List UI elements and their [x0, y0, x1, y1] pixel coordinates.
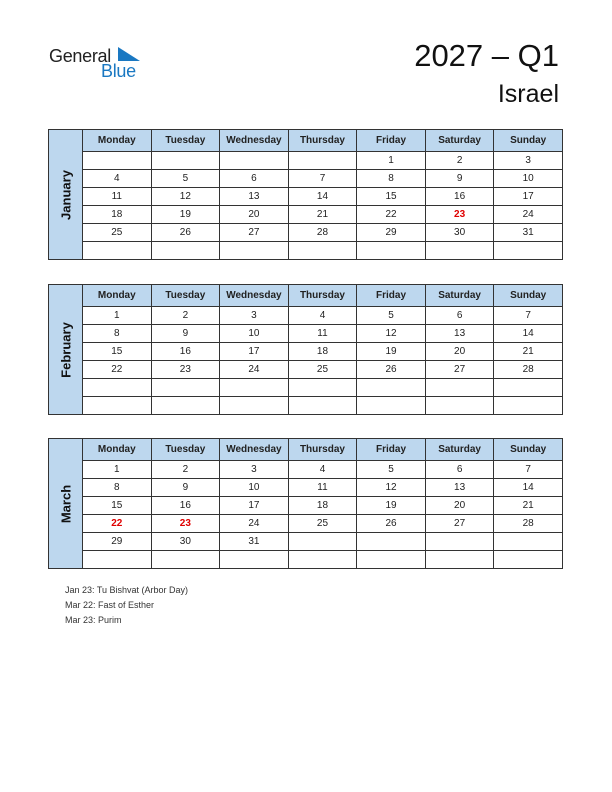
day-cell	[220, 242, 289, 260]
day-cell: 2	[151, 461, 220, 479]
day-cell	[425, 397, 494, 415]
day-cell: 15	[83, 343, 152, 361]
weekday-header: Wednesday	[220, 285, 289, 307]
day-cell: 13	[425, 479, 494, 497]
day-cell	[357, 379, 426, 397]
day-cell: 16	[425, 188, 494, 206]
day-cell	[357, 397, 426, 415]
weekday-header: Thursday	[288, 130, 357, 152]
holiday-day-cell: 23	[425, 206, 494, 224]
day-cell: 29	[83, 533, 152, 551]
day-cell: 21	[494, 497, 563, 515]
calendar-february	[48, 284, 563, 415]
week-row	[49, 188, 563, 206]
day-cell: 26	[357, 361, 426, 379]
day-cell: 20	[425, 497, 494, 515]
day-cell	[288, 242, 357, 260]
day-cell: 18	[288, 497, 357, 515]
day-cell: 19	[357, 343, 426, 361]
day-cell: 1	[357, 152, 426, 170]
day-cell	[83, 397, 152, 415]
day-cell: 14	[494, 325, 563, 343]
day-cell: 31	[494, 224, 563, 242]
week-row	[49, 361, 563, 379]
week-row	[49, 224, 563, 242]
day-cell	[288, 379, 357, 397]
day-cell: 25	[288, 361, 357, 379]
day-cell: 17	[220, 343, 289, 361]
holiday-note: Jan 23: Tu Bishvat (Arbor Day)	[65, 585, 189, 595]
day-cell	[151, 379, 220, 397]
week-row	[49, 497, 563, 515]
day-cell: 10	[494, 170, 563, 188]
day-cell: 24	[494, 206, 563, 224]
day-cell: 30	[425, 224, 494, 242]
weekday-header: Monday	[83, 439, 152, 461]
week-row	[49, 397, 563, 415]
logo-general-text: General	[49, 46, 111, 66]
day-cell: 28	[494, 361, 563, 379]
day-cell: 12	[151, 188, 220, 206]
day-cell	[494, 551, 563, 569]
holiday-note: Mar 22: Fast of Esther	[65, 600, 155, 610]
logo-triangle-icon	[118, 47, 140, 61]
week-row	[49, 307, 563, 325]
day-cell: 21	[494, 343, 563, 361]
day-cell: 8	[83, 325, 152, 343]
day-cell	[83, 551, 152, 569]
day-cell	[220, 397, 289, 415]
day-cell: 4	[288, 461, 357, 479]
day-cell	[357, 533, 426, 551]
day-cell: 6	[425, 307, 494, 325]
day-cell	[425, 242, 494, 260]
day-cell: 31	[220, 533, 289, 551]
weekday-header: Tuesday	[151, 130, 220, 152]
weekday-header: Sunday	[494, 439, 563, 461]
day-cell: 18	[288, 343, 357, 361]
weekday-header: Monday	[83, 130, 152, 152]
day-cell: 25	[83, 224, 152, 242]
weekday-header: Tuesday	[151, 439, 220, 461]
weekday-header: Tuesday	[151, 285, 220, 307]
day-cell: 3	[494, 152, 563, 170]
week-row	[49, 343, 563, 361]
holiday-day-cell: 23	[151, 515, 220, 533]
day-cell: 13	[220, 188, 289, 206]
day-cell: 30	[151, 533, 220, 551]
weekday-header: Monday	[83, 285, 152, 307]
day-cell: 28	[494, 515, 563, 533]
day-cell: 22	[83, 361, 152, 379]
day-cell: 24	[220, 361, 289, 379]
day-cell: 17	[220, 497, 289, 515]
month-label	[49, 439, 83, 569]
day-cell	[425, 533, 494, 551]
week-row	[49, 170, 563, 188]
day-cell: 29	[357, 224, 426, 242]
day-cell: 1	[83, 307, 152, 325]
day-cell: 15	[83, 497, 152, 515]
day-cell	[494, 397, 563, 415]
day-cell	[151, 152, 220, 170]
day-cell	[357, 551, 426, 569]
calendar-march	[48, 438, 563, 569]
weekday-header: Saturday	[425, 130, 494, 152]
day-cell: 6	[425, 461, 494, 479]
day-cell	[425, 551, 494, 569]
day-cell	[494, 533, 563, 551]
day-cell: 14	[494, 479, 563, 497]
weekday-header: Thursday	[288, 439, 357, 461]
day-cell	[288, 551, 357, 569]
day-cell: 2	[151, 307, 220, 325]
day-cell: 18	[83, 206, 152, 224]
month-name: March	[58, 484, 73, 523]
day-cell: 27	[425, 361, 494, 379]
month-label	[49, 130, 83, 260]
day-cell: 13	[425, 325, 494, 343]
day-cell: 20	[425, 343, 494, 361]
day-cell: 8	[357, 170, 426, 188]
day-cell	[220, 551, 289, 569]
logo-blue-text: Blue	[101, 61, 136, 81]
day-cell	[151, 242, 220, 260]
week-row	[49, 152, 563, 170]
day-cell: 15	[357, 188, 426, 206]
day-cell	[425, 379, 494, 397]
month-name: February	[58, 321, 73, 378]
day-cell: 2	[425, 152, 494, 170]
day-cell	[151, 551, 220, 569]
day-cell	[494, 242, 563, 260]
day-cell: 25	[288, 515, 357, 533]
day-cell: 5	[357, 461, 426, 479]
day-cell: 4	[288, 307, 357, 325]
day-cell: 8	[83, 479, 152, 497]
day-cell: 9	[425, 170, 494, 188]
day-cell	[494, 379, 563, 397]
week-row	[49, 242, 563, 260]
day-cell: 16	[151, 343, 220, 361]
day-cell	[357, 242, 426, 260]
day-cell	[288, 397, 357, 415]
day-cell: 26	[151, 224, 220, 242]
day-cell	[220, 379, 289, 397]
week-row	[49, 325, 563, 343]
day-cell: 14	[288, 188, 357, 206]
day-cell: 9	[151, 325, 220, 343]
day-cell: 11	[288, 479, 357, 497]
weekday-header: Thursday	[288, 285, 357, 307]
day-cell: 4	[83, 170, 152, 188]
weekday-header: Sunday	[494, 285, 563, 307]
day-cell: 20	[220, 206, 289, 224]
day-cell: 12	[357, 325, 426, 343]
weekday-header: Friday	[357, 285, 426, 307]
day-cell: 5	[357, 307, 426, 325]
weekday-header: Sunday	[494, 130, 563, 152]
week-row	[49, 551, 563, 569]
day-cell: 17	[494, 188, 563, 206]
day-cell: 11	[288, 325, 357, 343]
page-title: 2027 – Q1	[414, 38, 559, 73]
holiday-day-cell: 22	[83, 515, 152, 533]
day-cell: 1	[83, 461, 152, 479]
weekday-header: Wednesday	[220, 439, 289, 461]
day-cell	[83, 379, 152, 397]
day-cell: 19	[151, 206, 220, 224]
day-cell: 7	[494, 461, 563, 479]
day-cell: 22	[357, 206, 426, 224]
day-cell: 12	[357, 479, 426, 497]
day-cell: 3	[220, 307, 289, 325]
weekday-header: Friday	[357, 439, 426, 461]
day-cell: 3	[220, 461, 289, 479]
country-name: Israel	[497, 80, 559, 108]
day-cell	[288, 152, 357, 170]
day-cell: 27	[425, 515, 494, 533]
day-cell	[288, 533, 357, 551]
month-label	[49, 285, 83, 415]
weekday-header: Saturday	[425, 285, 494, 307]
day-cell: 6	[220, 170, 289, 188]
week-row	[49, 533, 563, 551]
day-cell: 28	[288, 224, 357, 242]
day-cell	[83, 242, 152, 260]
day-cell	[83, 152, 152, 170]
day-cell: 7	[288, 170, 357, 188]
day-cell: 9	[151, 479, 220, 497]
week-row	[49, 461, 563, 479]
day-cell: 5	[151, 170, 220, 188]
day-cell: 10	[220, 325, 289, 343]
weekday-header: Saturday	[425, 439, 494, 461]
logo	[49, 46, 149, 82]
day-cell	[151, 397, 220, 415]
weekday-header: Friday	[357, 130, 426, 152]
holiday-note: Mar 23: Purim	[65, 615, 122, 625]
week-row	[49, 379, 563, 397]
day-cell: 26	[357, 515, 426, 533]
day-cell: 19	[357, 497, 426, 515]
day-cell: 24	[220, 515, 289, 533]
day-cell: 27	[220, 224, 289, 242]
day-cell: 16	[151, 497, 220, 515]
day-cell: 11	[83, 188, 152, 206]
day-cell: 21	[288, 206, 357, 224]
day-cell: 7	[494, 307, 563, 325]
holiday-notes	[65, 583, 188, 628]
month-name: January	[58, 169, 73, 220]
week-row	[49, 206, 563, 224]
week-row	[49, 479, 563, 497]
weekday-header: Wednesday	[220, 130, 289, 152]
week-row	[49, 515, 563, 533]
day-cell: 10	[220, 479, 289, 497]
day-cell	[220, 152, 289, 170]
calendar-january	[48, 129, 563, 260]
day-cell: 23	[151, 361, 220, 379]
